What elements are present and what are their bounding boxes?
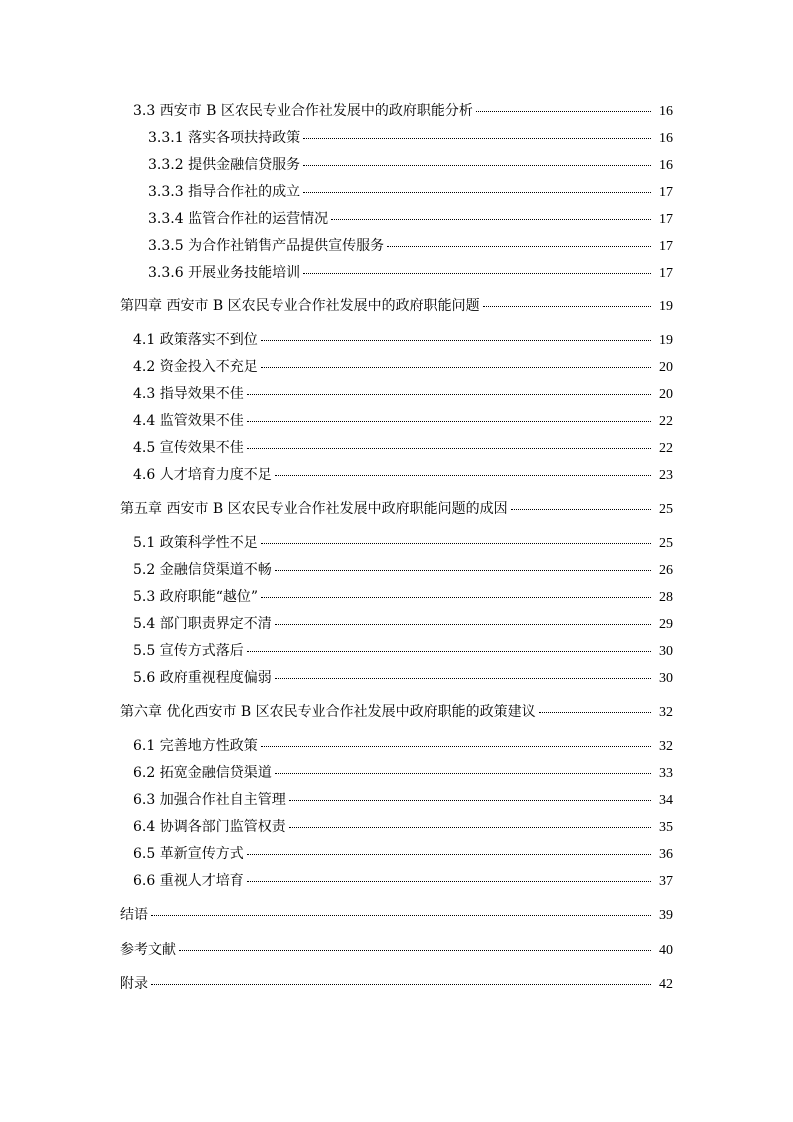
toc-entry-label: 6.3 加强合作社自主管理 bbox=[133, 792, 286, 808]
toc-entry-label: 4.5 宣传效果不佳 bbox=[133, 440, 244, 456]
toc-entry-4-6[interactable] bbox=[133, 466, 673, 484]
toc-entry-appendix[interactable] bbox=[120, 975, 673, 993]
dot-leader bbox=[261, 367, 651, 368]
dot-leader bbox=[275, 773, 651, 774]
toc-entry-5-2[interactable] bbox=[133, 561, 673, 579]
dot-leader bbox=[275, 678, 651, 679]
toc-entry-label: 6.6 重视人才培育 bbox=[133, 873, 244, 889]
dot-leader bbox=[539, 712, 651, 713]
toc-entry-5-5[interactable] bbox=[133, 642, 673, 660]
toc-entry-label: 3.3 西安市 B 区农民专业合作社发展中的政府职能分析 bbox=[133, 103, 473, 119]
toc-entry-page: 20 bbox=[659, 387, 673, 402]
dot-leader bbox=[331, 219, 651, 220]
toc-entry-page: 35 bbox=[659, 820, 673, 835]
dot-leader bbox=[247, 448, 651, 449]
toc-entry-page: 42 bbox=[659, 977, 673, 992]
toc-entry-page: 22 bbox=[659, 414, 673, 429]
toc-entry-page: 17 bbox=[659, 185, 673, 200]
toc-entry-5-3[interactable] bbox=[133, 588, 673, 606]
toc-entry-page: 16 bbox=[659, 131, 673, 146]
dot-leader bbox=[151, 915, 651, 916]
toc-entry-6-3[interactable] bbox=[133, 791, 673, 809]
dot-leader bbox=[247, 651, 651, 652]
toc-entry-page: 17 bbox=[659, 266, 673, 281]
toc-entry-label: 5.3 政府职能“越位” bbox=[133, 589, 259, 605]
toc-entry-label: 第五章 西安市 B 区农民专业合作社发展中政府职能问题的成因 bbox=[120, 501, 508, 517]
toc-entry-page: 17 bbox=[659, 212, 673, 227]
toc-entry-3-3-1[interactable] bbox=[148, 129, 673, 147]
toc-entry-label: 4.6 人才培育力度不足 bbox=[133, 467, 272, 483]
toc-entry-4-4[interactable] bbox=[133, 412, 673, 430]
toc-entry-page: 32 bbox=[659, 705, 673, 720]
toc-entry-6-6[interactable] bbox=[133, 872, 673, 890]
dot-leader bbox=[261, 340, 651, 341]
dot-leader bbox=[261, 746, 651, 747]
toc-entry-page: 36 bbox=[659, 847, 673, 862]
dot-leader bbox=[303, 192, 651, 193]
toc-entry-label: 5.6 政府重视程度偏弱 bbox=[133, 670, 272, 686]
toc-entry-3-3-4[interactable] bbox=[148, 210, 673, 228]
toc-entry-label: 4.1 政策落实不到位 bbox=[133, 332, 258, 348]
toc-entry-3-3-2[interactable] bbox=[148, 156, 673, 174]
toc-entry-label: 第四章 西安市 B 区农民专业合作社发展中的政府职能问题 bbox=[120, 298, 480, 314]
toc-entry-label: 5.4 部门职责界定不清 bbox=[133, 616, 272, 632]
toc-entry-chapter-6[interactable] bbox=[120, 703, 673, 721]
dot-leader bbox=[303, 273, 651, 274]
toc-entry-label: 6.2 拓宽金融信贷渠道 bbox=[133, 765, 272, 781]
toc-entry-label: 6.4 协调各部门监管权责 bbox=[133, 819, 286, 835]
toc-entry-label: 3.3.1 落实各项扶持政策 bbox=[148, 130, 301, 146]
toc-entry-label: 6.1 完善地方性政策 bbox=[133, 738, 258, 754]
dot-leader bbox=[151, 984, 651, 985]
dot-leader bbox=[303, 165, 651, 166]
toc-entry-4-3[interactable] bbox=[133, 385, 673, 403]
toc-entry-3-3-6[interactable] bbox=[148, 264, 673, 282]
dot-leader bbox=[179, 950, 651, 951]
toc-entry-chapter-4[interactable] bbox=[120, 297, 673, 315]
dot-leader bbox=[387, 246, 651, 247]
dot-leader bbox=[247, 881, 651, 882]
dot-leader bbox=[303, 138, 651, 139]
toc-entry-page: 23 bbox=[659, 468, 673, 483]
toc-entry-3-3-5[interactable] bbox=[148, 237, 673, 255]
dot-leader bbox=[289, 827, 651, 828]
toc-entry-page: 39 bbox=[659, 908, 673, 923]
toc-entry-page: 25 bbox=[659, 502, 673, 517]
toc-entry-label: 6.5 革新宣传方式 bbox=[133, 846, 244, 862]
toc-entry-page: 40 bbox=[659, 943, 673, 958]
dot-leader bbox=[275, 624, 651, 625]
dot-leader bbox=[247, 421, 651, 422]
dot-leader bbox=[261, 543, 651, 544]
toc-entry-page: 25 bbox=[659, 536, 673, 551]
dot-leader bbox=[261, 597, 651, 598]
toc-entry-chapter-5[interactable] bbox=[120, 500, 673, 518]
toc-entry-3-3-3[interactable] bbox=[148, 183, 673, 201]
toc-entry-6-2[interactable] bbox=[133, 764, 673, 782]
toc-entry-5-1[interactable] bbox=[133, 534, 673, 552]
toc-entry-page: 16 bbox=[659, 158, 673, 173]
toc-entry-page: 30 bbox=[659, 671, 673, 686]
toc-entry-6-4[interactable] bbox=[133, 818, 673, 836]
toc-entry-page: 20 bbox=[659, 360, 673, 375]
toc-entry-label: 附录 bbox=[120, 976, 148, 992]
toc-entry-6-1[interactable] bbox=[133, 737, 673, 755]
dot-leader bbox=[275, 475, 651, 476]
dot-leader bbox=[247, 854, 651, 855]
toc-entry-label: 4.2 资金投入不充足 bbox=[133, 359, 258, 375]
toc-entry-page: 33 bbox=[659, 766, 673, 781]
dot-leader bbox=[247, 394, 651, 395]
toc-entry-page: 19 bbox=[659, 333, 673, 348]
toc-entry-3-3[interactable] bbox=[133, 102, 673, 120]
dot-leader bbox=[476, 111, 651, 112]
toc-entry-page: 30 bbox=[659, 644, 673, 659]
dot-leader bbox=[275, 570, 651, 571]
toc-entry-label: 4.4 监管效果不佳 bbox=[133, 413, 244, 429]
toc-entry-4-1[interactable] bbox=[133, 331, 673, 349]
toc-entry-page: 16 bbox=[659, 104, 673, 119]
toc-entry-page: 28 bbox=[659, 590, 673, 605]
toc-entry-label: 4.3 指导效果不佳 bbox=[133, 386, 244, 402]
toc-entry-6-5[interactable] bbox=[133, 845, 673, 863]
toc-entry-page: 19 bbox=[659, 299, 673, 314]
toc-entry-references[interactable] bbox=[120, 941, 673, 959]
toc-entry-5-6[interactable] bbox=[133, 669, 673, 687]
toc-entry-page: 34 bbox=[659, 793, 673, 808]
dot-leader bbox=[511, 509, 651, 510]
toc-entry-label: 3.3.3 指导合作社的成立 bbox=[148, 184, 301, 200]
toc-entry-4-2[interactable] bbox=[133, 358, 673, 376]
toc-entry-conclusion[interactable] bbox=[120, 906, 673, 924]
toc-entry-label: 3.3.5 为合作社销售产品提供宣传服务 bbox=[148, 238, 385, 254]
toc-entry-label: 3.3.4 监管合作社的运营情况 bbox=[148, 211, 329, 227]
dot-leader bbox=[289, 800, 651, 801]
toc-entry-label: 3.3.2 提供金融信贷服务 bbox=[148, 157, 301, 173]
toc-entry-4-5[interactable] bbox=[133, 439, 673, 457]
toc-entry-page: 26 bbox=[659, 563, 673, 578]
toc-entry-label: 第六章 优化西安市 B 区农民专业合作社发展中政府职能的政策建议 bbox=[120, 704, 536, 720]
toc-entry-page: 32 bbox=[659, 739, 673, 754]
toc-entry-label: 结语 bbox=[120, 907, 148, 923]
toc-entry-label: 5.1 政策科学性不足 bbox=[133, 535, 258, 551]
toc-entry-label: 5.2 金融信贷渠道不畅 bbox=[133, 562, 272, 578]
toc-entry-page: 37 bbox=[659, 874, 673, 889]
toc-entry-label: 参考文献 bbox=[120, 942, 176, 958]
dot-leader bbox=[483, 306, 651, 307]
toc-entry-label: 5.5 宣传方式落后 bbox=[133, 643, 244, 659]
toc-entry-label: 3.3.6 开展业务技能培训 bbox=[148, 265, 301, 281]
toc-entry-page: 17 bbox=[659, 239, 673, 254]
toc-entry-5-4[interactable] bbox=[133, 615, 673, 633]
toc-entry-page: 29 bbox=[659, 617, 673, 632]
toc-entry-page: 22 bbox=[659, 441, 673, 456]
